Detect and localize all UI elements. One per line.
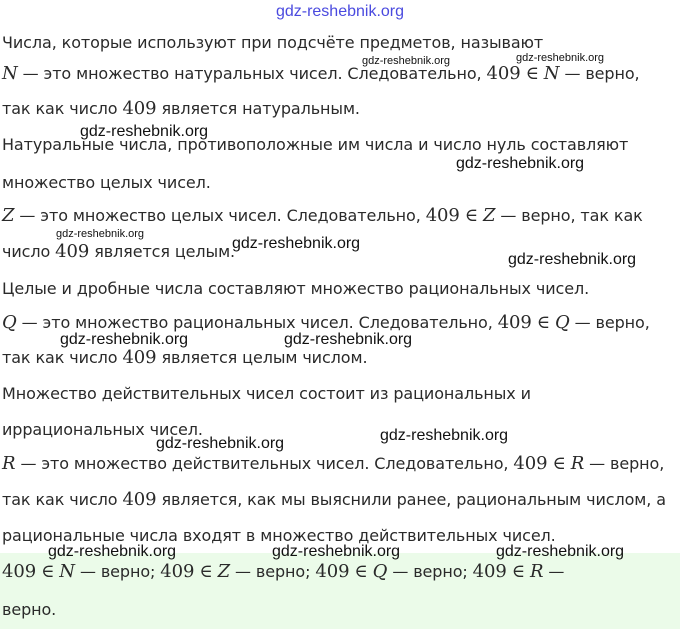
watermark: gdz-reshebnik.org <box>80 123 209 140</box>
watermark: gdz-reshebnik.org <box>516 52 605 64</box>
watermark: gdz-reshebnik.org <box>380 427 509 444</box>
text-line: Множество действительных чисел состоит из рациональных и <box>2 384 531 403</box>
watermark: gdz-reshebnik.org <box>156 435 285 452</box>
answer-line: верно. <box>2 600 57 619</box>
watermark: gdz-reshebnik.org <box>232 235 361 252</box>
text-line: R — это множество действительных чисел. Следовательно, 409 ∈ R — верно, <box>2 453 665 474</box>
text-line: N — это множество натуральных чисел. Следовательно, 409 ∈ N — верно, <box>2 63 640 84</box>
text-line: Q — это множество рациональных чисел. Следовательно, 409 ∈ Q — верно, <box>2 312 650 333</box>
text-line: Натуральные числа, противоположные им числа и число нуль составляют <box>2 135 629 154</box>
text-line: рациональные числа входят в множество действительных чисел. <box>2 526 556 545</box>
watermark: gdz-reshebnik.org <box>508 251 637 268</box>
watermark: gdz-reshebnik.org <box>272 543 401 560</box>
header-watermark: gdz-reshebnik.org <box>275 3 405 20</box>
watermark: gdz-reshebnik.org <box>456 155 585 172</box>
text-line: иррациональных чисел. <box>2 420 203 439</box>
text-line: так как число 409 является, как мы выяснили ранее, рациональным числом, а <box>2 489 666 510</box>
watermark: gdz-reshebnik.org <box>48 543 177 560</box>
watermark: gdz-reshebnik.org <box>496 543 625 560</box>
text-line: так как число 409 является натуральным. <box>2 98 360 119</box>
watermark: gdz-reshebnik.org <box>60 331 189 348</box>
text-line: Z — это множество целых чисел. Следовательно, 409 ∈ Z — верно, так как <box>2 205 643 226</box>
watermark: gdz-reshebnik.org <box>56 228 145 240</box>
text-line: число 409 является целым. <box>2 241 236 262</box>
watermark: gdz-reshebnik.org <box>362 55 451 67</box>
text-line: множество целых чисел. <box>2 173 211 192</box>
text-line: Целые и дробные числа составляют множество рациональных чисел. <box>2 279 590 298</box>
text-line: Числа, которые используют при подсчёте предметов, называют <box>2 33 544 52</box>
text-line: так как число 409 является целым числом. <box>2 347 368 368</box>
watermark: gdz-reshebnik.org <box>284 331 413 348</box>
answer-line: 409 ∈ N — верно; 409 ∈ Z — верно; 409 ∈ Q — верно; 409 ∈ R — <box>2 561 565 582</box>
